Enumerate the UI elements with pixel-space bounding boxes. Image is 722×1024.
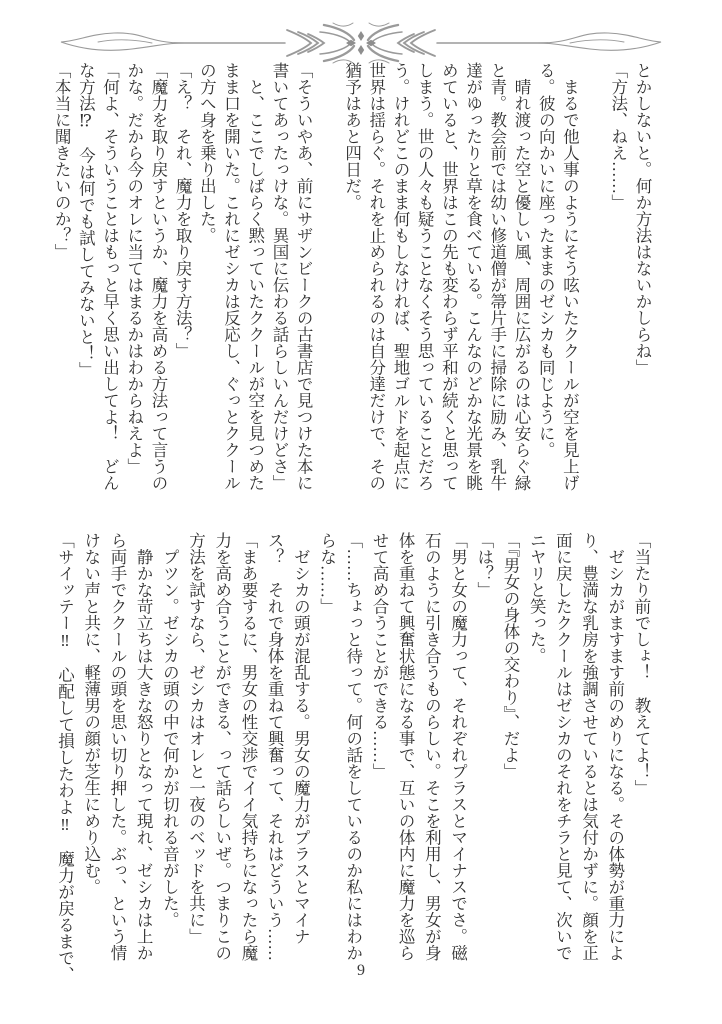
text-line: せて高め合うことができる……」	[369, 532, 389, 780]
text-line: プツン。ゼシカの頭の中で何かが切れる音がした。	[160, 532, 180, 928]
text-line: ゼシカの頭が混乱する。男女の魔力がプラスとマイナ	[291, 532, 311, 945]
text-line: かな。だから今のオレに当てはまるかはわからねえよ」	[124, 62, 144, 475]
divider-flourish-icon	[56, 20, 666, 66]
text-line: らな……」	[317, 532, 337, 615]
text-line: 面に戻したククールはゼシカのそれをチラと見て、次いで	[553, 532, 573, 961]
text-line: とかしないと。何か方法はないかしらね」	[633, 62, 652, 376]
text-line: 「魔力を取り戻すというか、魔力を高める方法って言うの	[148, 62, 168, 491]
text-line: 「本当に聞きたいのか？」	[52, 62, 72, 260]
text-line: 「何よ、そういうことはもっと早く思い出してよ！ どん	[100, 62, 120, 491]
text-line: 「サイッテー‼ 心配して損したわよ‼ 魔力が戻るまで、	[55, 532, 75, 983]
text-line: 「そういやあ、前にサザンビークの古書店で見つけた本に	[294, 62, 314, 491]
bottom-text-column-block	[51, 532, 654, 990]
page-number: 9	[357, 962, 365, 979]
text-line: 「まあ要するに、男女の性交渉でイイ気持ちになったら魔	[238, 532, 258, 961]
text-line: 「当たり前でしょ！ 教えてよ！」	[632, 532, 651, 796]
text-line: まま口を開いた。これにゼシカは反応し、ぐっとククール	[221, 62, 241, 491]
text-line: な方法⁉ 今は何でも試してみないと！」	[76, 62, 96, 378]
text-line: 猶予はあと四日だ。	[342, 62, 362, 211]
text-line	[315, 62, 339, 520]
text-line: ス？ それで身体を重ねて興奮って、それはどういう……	[265, 532, 285, 961]
text-line: 「男と女の魔力って、それぞれプラスとマイナスでさ。磁	[448, 532, 468, 961]
text-line: まるで他人事のようにそう呟いたククールが空を見上げ	[560, 62, 580, 491]
top-text-column-block	[49, 62, 654, 520]
text-line: 「え？ それ、魔力を取り戻す方法？」	[173, 62, 193, 359]
text-line: の方へ身を乗り出した。	[197, 62, 217, 244]
text-line: ら両手でククールの頭を思い切り押した。ぶっ、という情	[107, 532, 127, 961]
text-line: と青。教会前では幼い修道僧が箒片手に掃除に励み、乳牛	[487, 62, 507, 491]
text-line: り、豊満な乳房を強調させているとは気付かずに。顔を正	[579, 532, 599, 961]
text-line: 「……ちょっと待って。何の話をしているのか私にはわか	[343, 532, 363, 961]
text-line: う。けれどこのまま何もしなければ、聖地ゴルドを起点に	[390, 62, 410, 491]
text-line: けない声と共に、軽薄男の顔が芝生にめり込む。	[81, 532, 101, 895]
text-line: と、ここでしばらく黙っていたククールが空を見つめた	[245, 62, 265, 491]
text-line: 石のように引き合うものらしい。そこを利用し、男女が身	[422, 532, 442, 961]
text-line: 「方法、ねえ……」	[608, 62, 628, 211]
text-line: 晴れ渡った空と優しい風、周囲に広がるのは心安らぐ緑	[511, 62, 531, 491]
text-line: 世界は揺らぐ。それを止められるのは自分達だけで、その	[366, 62, 386, 491]
text-line: 達がゆったりと草を食べている。こんなのどかな光景を眺	[463, 62, 483, 491]
text-line: 静かな苛立ちは大きな怒りとなって現れ、ゼシカは上か	[134, 532, 154, 961]
text-line: る。彼の向かいに座ったままのゼシカも同じように。	[536, 62, 556, 458]
text-line: 力を高め合うことができる、って話らしいぜ。つまりこの	[212, 532, 232, 961]
text-line: ゼシカがますます前のめりになる。その体勢が重力によ	[605, 532, 625, 961]
text-line: ニヤリと笑った。	[527, 532, 547, 664]
text-line: 書いてあったっけな。異国に伝わる話らしいんだけどさ」	[269, 62, 289, 491]
text-line: 体を重ねて興奮状態になる事で、互いの体内に魔力を巡ら	[396, 532, 416, 961]
text-line: 「は？」	[474, 532, 494, 598]
text-line: めていると、世界はこの先も変わらず平和が続くと思って	[439, 62, 459, 491]
text-line: 方法を試すなら、ゼシカはオレと一夜のベッドを共に」	[186, 532, 206, 945]
text-line: しまう。世の人々も疑うことなくそう思っていることだろ	[415, 62, 435, 491]
text-line: 「『男女の身体の交わり』、だよ」	[500, 532, 520, 780]
text-line	[581, 62, 605, 520]
